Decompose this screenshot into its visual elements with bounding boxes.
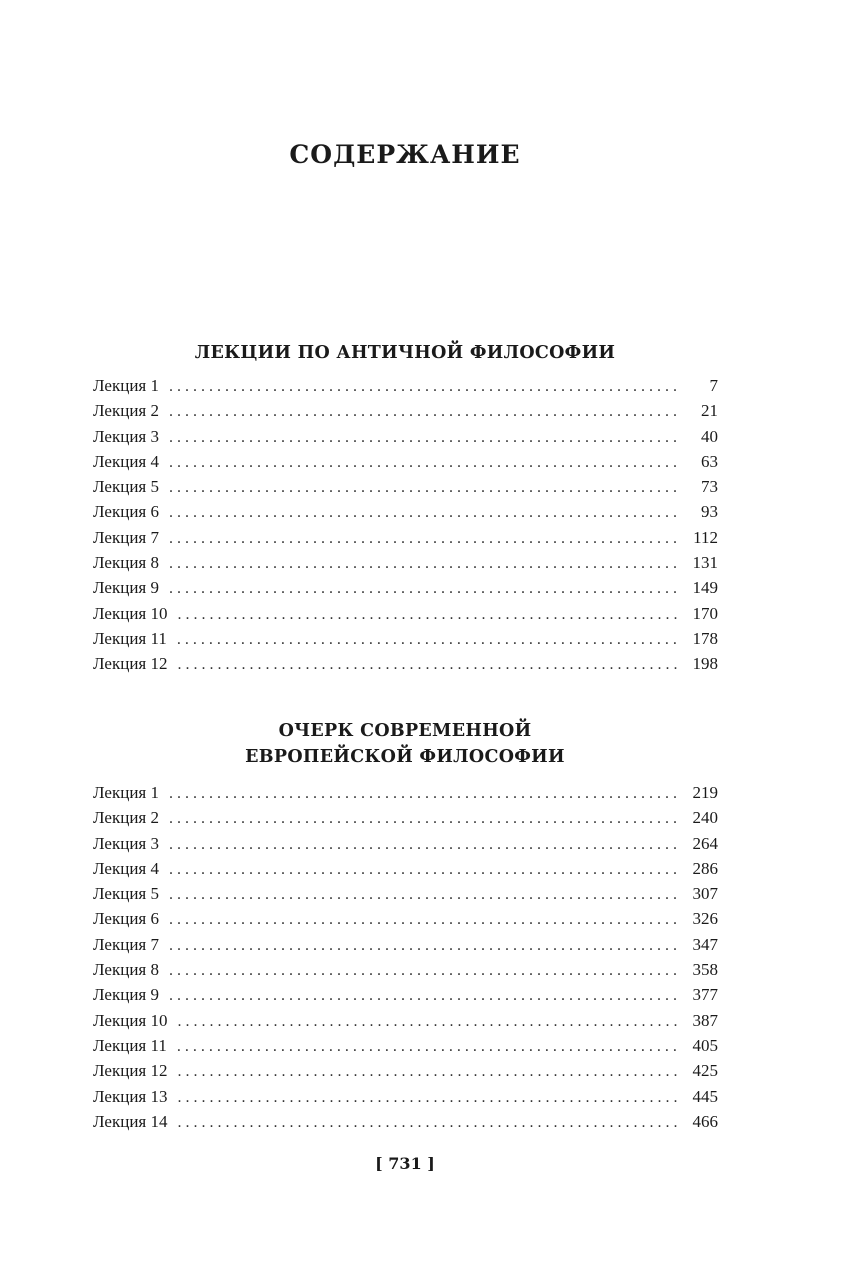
- dot-leader: [169, 530, 680, 548]
- toc-entry-page: 405: [692, 1035, 718, 1055]
- dot-leader: [169, 429, 680, 447]
- toc-entry-label: Лекция 3: [93, 426, 159, 446]
- toc-entry-label: Лекция 7: [93, 934, 159, 954]
- toc-list-modern: [93, 783, 718, 1137]
- toc-entry-page: 170: [692, 603, 718, 623]
- dot-leader: [169, 810, 680, 828]
- toc-entry-label: Лекция 2: [93, 808, 159, 828]
- toc-list-ancient: [93, 376, 718, 680]
- dot-leader: [169, 962, 680, 980]
- toc-entry-page: 198: [692, 654, 718, 674]
- dot-leader: [169, 479, 680, 497]
- toc-entry: [93, 629, 718, 654]
- dot-leader: [169, 886, 680, 904]
- toc-entry: [93, 578, 718, 603]
- toc-entry-page: 7: [709, 376, 718, 395]
- toc-entry-label: Лекция 13: [93, 1086, 168, 1106]
- toc-entry: [93, 528, 718, 553]
- toc-entry: [93, 1087, 718, 1112]
- toc-entry-page: 286: [692, 858, 718, 878]
- toc-entry-label: Лекция 12: [93, 1061, 168, 1081]
- toc-entry: [93, 452, 718, 477]
- toc-entry: [93, 502, 718, 527]
- toc-entry-page: 425: [692, 1061, 718, 1081]
- dot-leader: [169, 504, 680, 522]
- toc-entry: [93, 884, 718, 909]
- toc-entry-label: Лекция 11: [93, 1035, 167, 1055]
- toc-entry-label: Лекция 10: [93, 603, 168, 623]
- dot-leader: [177, 1089, 680, 1107]
- toc-entry-page: 112: [693, 527, 718, 547]
- toc-entry-page: 40: [701, 426, 718, 446]
- toc-entry: [93, 654, 718, 679]
- toc-entry-label: Лекция 8: [93, 553, 159, 573]
- toc-entry-page: 178: [692, 628, 718, 648]
- toc-entry-label: Лекция 10: [93, 1010, 168, 1030]
- section-heading-line: ЕВРОПЕЙСКОЙ ФИЛОСОФИИ: [245, 747, 565, 767]
- toc-entry-label: Лекция 6: [93, 909, 159, 929]
- dot-leader: [177, 1013, 680, 1031]
- toc-entry-page: 149: [692, 578, 718, 598]
- toc-entry-page: 21: [701, 401, 718, 421]
- toc-entry-label: Лекция 5: [93, 477, 159, 497]
- toc-entry-page: 387: [692, 1010, 718, 1030]
- toc-entry-label: Лекция 6: [93, 502, 159, 522]
- toc-entry-page: 347: [692, 934, 718, 954]
- toc-entry-page: 131: [692, 553, 718, 573]
- toc-entry-label: Лекция 3: [93, 833, 159, 853]
- section-heading-line: ЛЕКЦИИ ПО АНТИЧНОЙ ФИЛОСОФИИ: [194, 343, 616, 363]
- toc-entry: [93, 376, 718, 401]
- dot-leader: [169, 454, 680, 472]
- toc-entry: [93, 1011, 718, 1036]
- toc-entry-page: 466: [692, 1111, 718, 1131]
- toc-entry: [93, 401, 718, 426]
- toc-entry: [93, 909, 718, 934]
- toc-entry-page: 326: [692, 909, 718, 929]
- toc-entry-page: 307: [692, 884, 718, 904]
- toc-entry-label: Лекция 8: [93, 960, 159, 980]
- toc-entry-label: Лекция 5: [93, 884, 159, 904]
- toc-entry-page: 358: [692, 960, 718, 980]
- dot-leader: [169, 555, 680, 573]
- dot-leader: [177, 631, 680, 649]
- toc-entry-label: Лекция 1: [93, 783, 159, 802]
- dot-leader: [177, 606, 680, 624]
- toc-entry-page: 93: [701, 502, 718, 522]
- toc-entry-page: 445: [692, 1086, 718, 1106]
- toc-entry-page: 219: [692, 783, 718, 802]
- dot-leader: [169, 911, 680, 929]
- dot-leader: [177, 656, 680, 674]
- toc-entry: [93, 834, 718, 859]
- dot-leader: [177, 1038, 680, 1056]
- toc-entry-label: Лекция 4: [93, 451, 159, 471]
- dot-leader: [169, 836, 680, 854]
- dot-leader: [169, 378, 680, 396]
- page-number: [ 731 ]: [375, 1154, 435, 1173]
- toc-entry-label: Лекция 9: [93, 985, 159, 1005]
- toc-entry: [93, 604, 718, 629]
- toc-entry-label: Лекция 9: [93, 578, 159, 598]
- toc-entry: [93, 477, 718, 502]
- toc-entry: [93, 427, 718, 452]
- section-heading-ancient: [0, 340, 810, 366]
- toc-entry: [93, 783, 718, 808]
- section-heading-line: ОЧЕРК СОВРЕМЕННОЙ: [278, 721, 532, 741]
- dot-leader: [177, 1063, 680, 1081]
- toc-entry: [93, 1061, 718, 1086]
- dot-leader: [169, 785, 680, 803]
- toc-entry: [93, 935, 718, 960]
- dot-leader: [169, 987, 680, 1005]
- toc-entry-page: 240: [692, 808, 718, 828]
- toc-entry-label: Лекция 11: [93, 628, 167, 648]
- toc-entry-page: 63: [701, 451, 718, 471]
- dot-leader: [169, 937, 680, 955]
- toc-entry-label: Лекция 7: [93, 527, 159, 547]
- toc-entry-label: Лекция 1: [93, 376, 159, 395]
- page-title: СОДЕРЖАНИЕ: [289, 140, 521, 169]
- toc-entry: [93, 808, 718, 833]
- dot-leader: [169, 580, 680, 598]
- toc-entry-page: 264: [692, 833, 718, 853]
- toc-entry: [93, 1112, 718, 1137]
- toc-entry-label: Лекция 2: [93, 401, 159, 421]
- toc-entry-label: Лекция 4: [93, 858, 159, 878]
- toc-entry-label: Лекция 12: [93, 654, 168, 674]
- dot-leader: [169, 403, 680, 421]
- toc-entry: [93, 985, 718, 1010]
- toc-entry: [93, 1036, 718, 1061]
- dot-leader: [177, 1114, 680, 1132]
- toc-entry: [93, 553, 718, 578]
- toc-entry: [93, 960, 718, 985]
- section-heading-modern: [0, 718, 810, 770]
- dot-leader: [169, 861, 680, 879]
- toc-entry-page: 73: [701, 477, 718, 497]
- toc-entry: [93, 859, 718, 884]
- toc-entry-label: Лекция 14: [93, 1111, 168, 1131]
- toc-entry-page: 377: [692, 985, 718, 1005]
